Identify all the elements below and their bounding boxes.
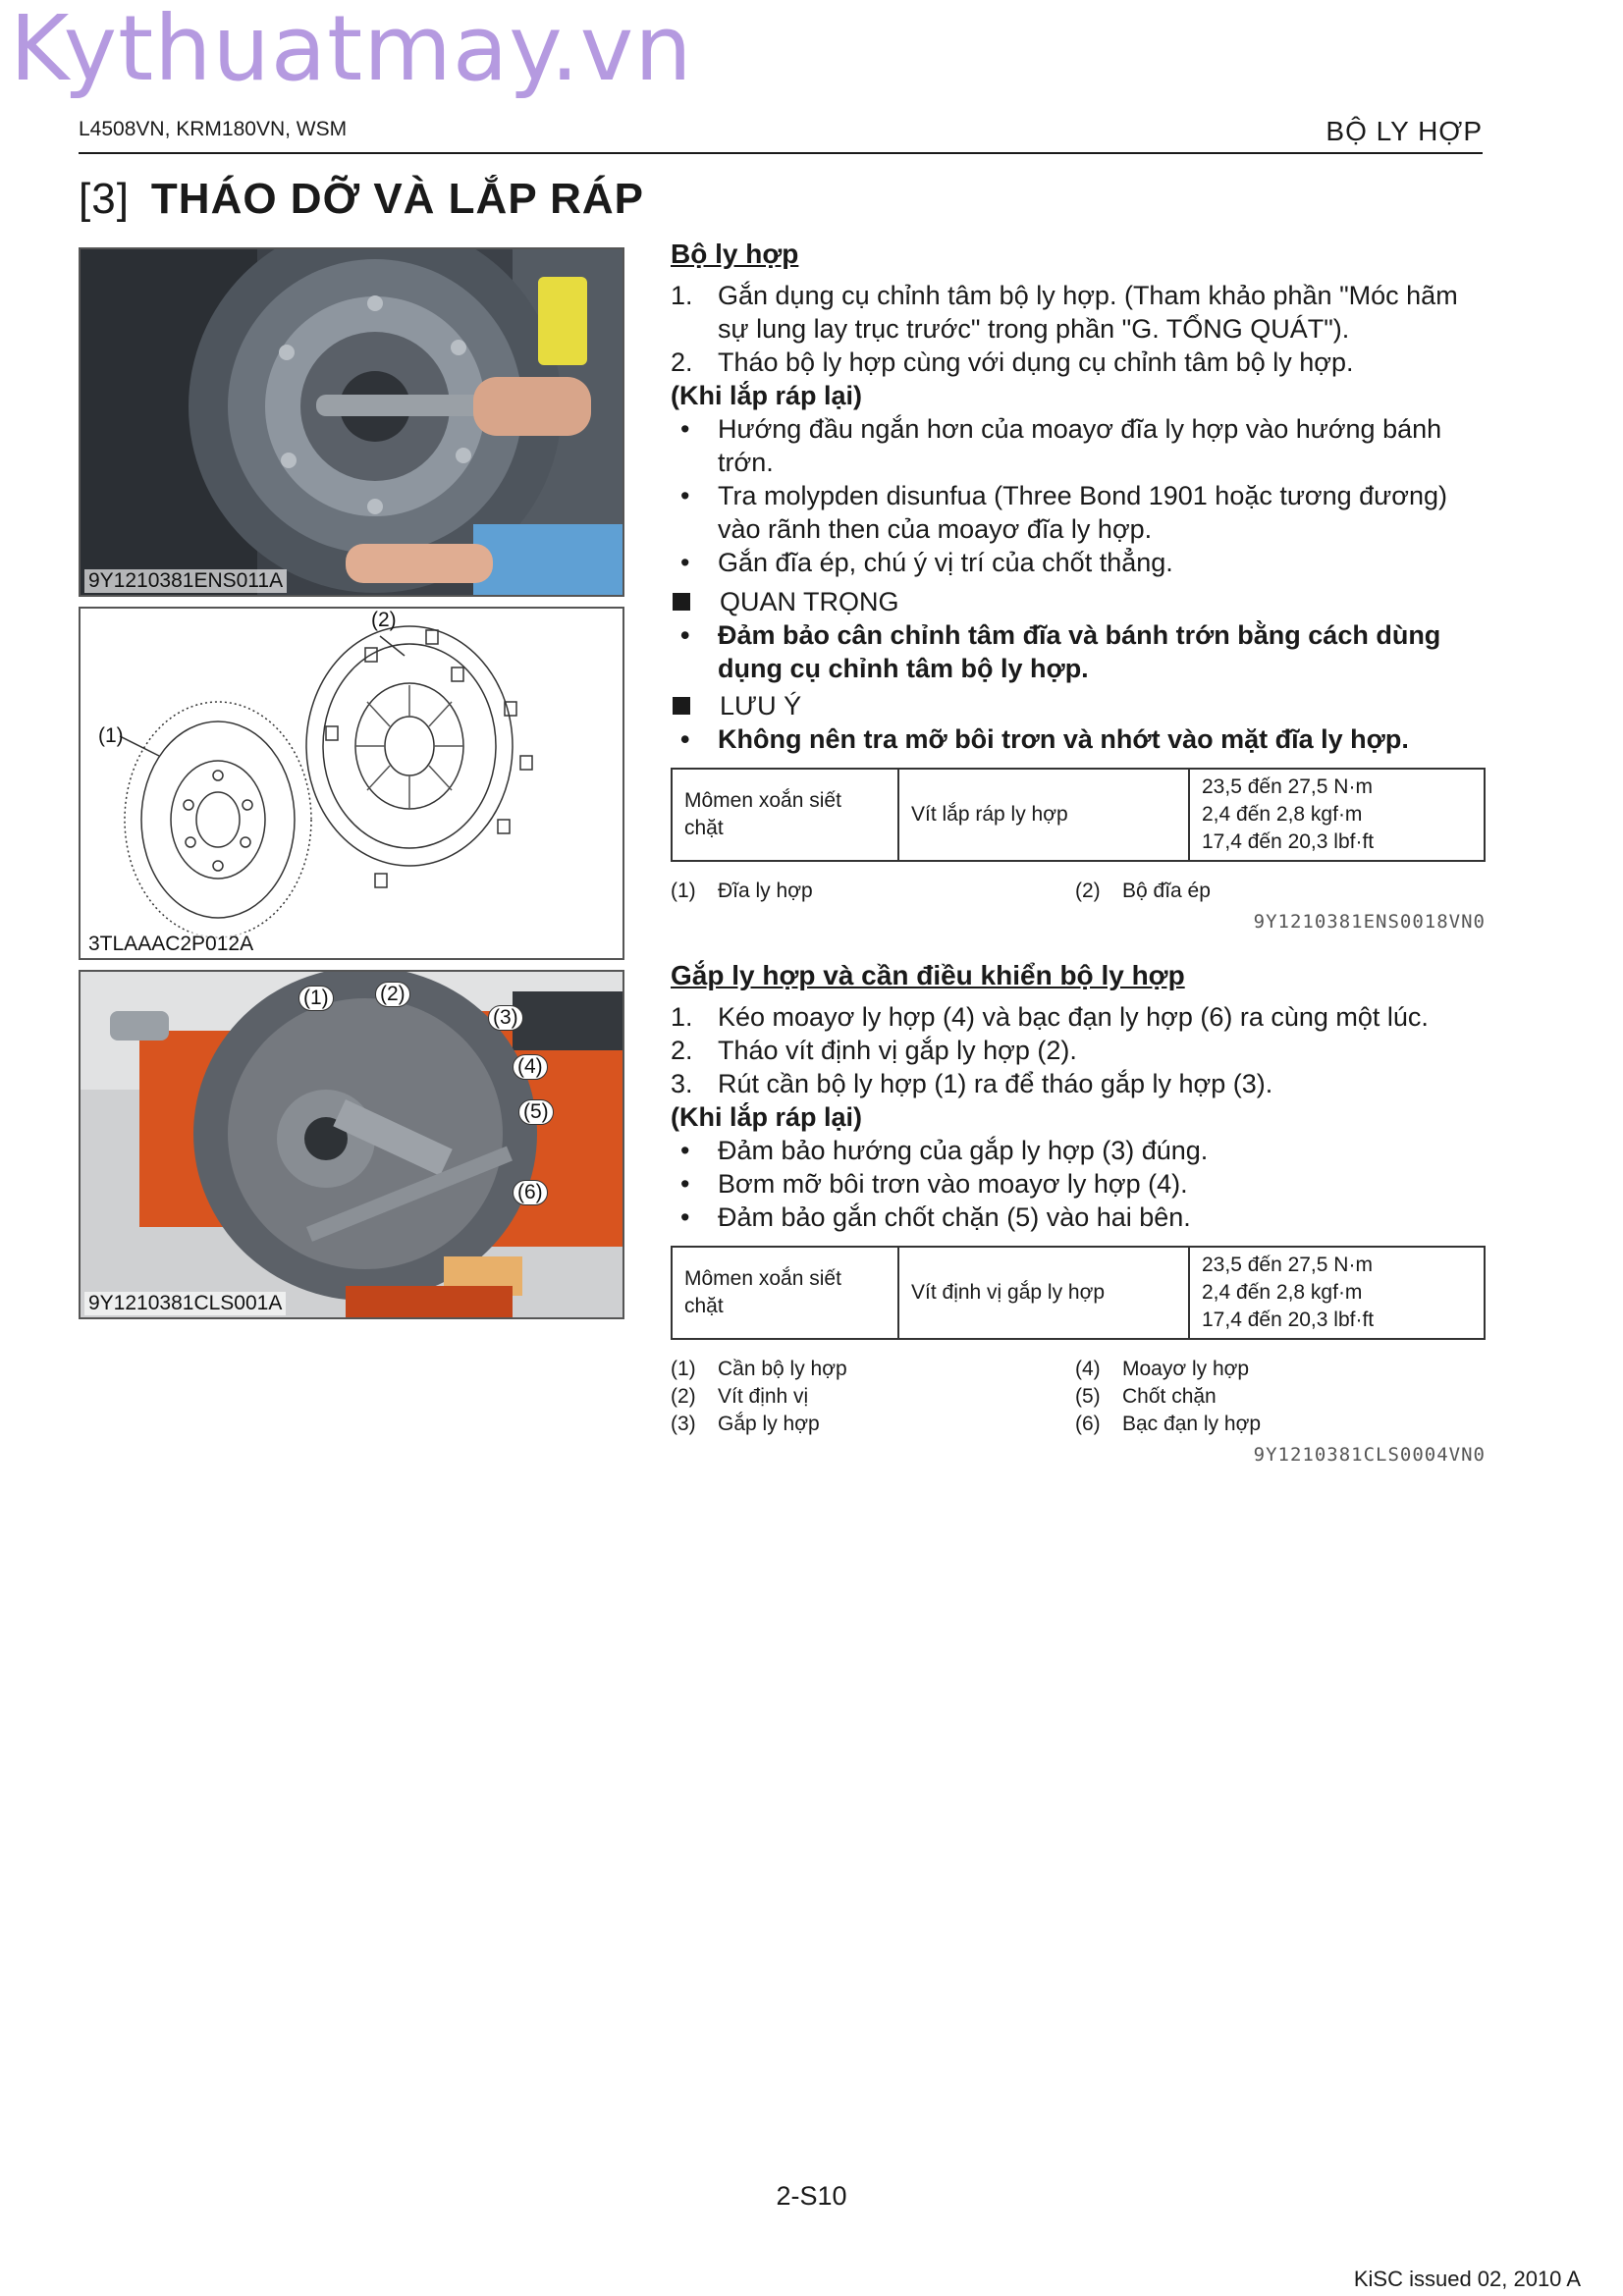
bullet-text: Bơm mỡ bôi trơn vào moayơ ly hợp (4). bbox=[718, 1169, 1188, 1199]
callout-2: (2) bbox=[371, 609, 397, 631]
note-label: LƯU Ý bbox=[671, 689, 1486, 722]
callout-4: (4) bbox=[513, 1054, 548, 1080]
figure-code: 3TLAAAC2P012A bbox=[84, 933, 257, 956]
important-item: • Đảm bảo cân chỉnh tâm đĩa và bánh trớn bằng cách dùng dụng cụ chỉnh tâm bộ ly hợp. bbox=[671, 618, 1486, 685]
important-label: QUAN TRỌNG bbox=[671, 585, 1486, 618]
step-text: Gắn dụng cụ chỉnh tâm bộ ly hợp. (Tham khảo phần "Móc hãm sự lung lay trục trước" trong phần "G. TỔNG QUÁT"). bbox=[718, 281, 1458, 344]
section-title bbox=[79, 175, 644, 224]
issue-info: KiSC issued 02, 2010 A bbox=[1353, 2267, 1581, 2291]
bullet-text: Hướng đầu ngắn hơn của moayơ đĩa ly hợp vào hướng bánh trớn. bbox=[718, 414, 1442, 477]
step-item bbox=[671, 1067, 1486, 1100]
clutch-removal-illustration bbox=[81, 249, 622, 595]
callout-2: (2) bbox=[375, 982, 410, 1007]
subsection-heading: Bộ ly hợp bbox=[671, 239, 799, 269]
bullet-item: • Tra molypden disunfua (Three Bond 1901 hoặc tương đương) vào rãnh then của moayơ đĩa ly hợp. bbox=[671, 479, 1486, 546]
clutch-parts-illustration bbox=[81, 609, 622, 958]
step-number: 3. bbox=[671, 1069, 693, 1098]
step-text: Kéo moayơ ly hợp (4) và bạc đạn ly hợp (6) ra cùng một lúc. bbox=[718, 1002, 1429, 1032]
subsection-heading: Gắp ly hợp và cần điều khiển bộ ly hợp bbox=[671, 960, 1185, 990]
legend-item: (2) Vít định vị bbox=[671, 1385, 809, 1408]
step-text: Tháo vít định vị gắp ly hợp (2). bbox=[718, 1036, 1077, 1065]
step-item bbox=[671, 346, 1486, 379]
legend-item: (4) Moayơ ly hợp bbox=[1075, 1358, 1250, 1380]
callout-1: (1) bbox=[298, 986, 334, 1011]
torque-table bbox=[671, 1246, 1486, 1340]
torque-item: Vít lắp ráp ly hợp bbox=[898, 769, 1189, 861]
watermark: Kythuatmay.vn bbox=[10, 0, 693, 101]
clutch-exploded-diagram bbox=[79, 607, 624, 960]
reassembly-heading: (Khi lắp ráp lại) bbox=[671, 381, 863, 410]
note-text: Không nên tra mỡ bôi trơn và nhớt vào mặt đĩa ly hợp. bbox=[718, 724, 1409, 754]
torque-item: Vít định vị gắp ly hợp bbox=[898, 1247, 1189, 1339]
step-number: 2. bbox=[671, 1036, 693, 1065]
bullet-text: Đảm bảo gắn chốt chặn (5) vào hai bên. bbox=[718, 1202, 1191, 1232]
step-text: Tháo bộ ly hợp cùng với dụng cụ chỉnh tâm bộ ly hợp. bbox=[718, 347, 1354, 377]
callout-1: (1) bbox=[98, 724, 124, 747]
legend-item: (6) Bạc đạn ly hợp bbox=[1075, 1413, 1262, 1435]
legend-item: (1) Cần bộ ly hợp bbox=[671, 1358, 847, 1380]
legend-item: (5) Chốt chặn bbox=[1075, 1385, 1217, 1408]
manual-model-header: L4508VN, KRM180VN, WSM bbox=[79, 118, 348, 140]
clutch-removal-photo bbox=[79, 247, 624, 597]
chapter-header: BỘ LY HỢP bbox=[1325, 116, 1483, 146]
callout-6: (6) bbox=[513, 1180, 548, 1205]
bullet-item: • Đảm bảo gắn chốt chặn (5) vào hai bên. bbox=[680, 1202, 1191, 1232]
section-title-text: THÁO DỠ VÀ LẮP RÁP bbox=[150, 175, 645, 223]
square-bullet-icon bbox=[673, 697, 690, 715]
parts-legend bbox=[671, 878, 1486, 905]
bullet-text: Gắn đĩa ép, chú ý vị trí của chốt thẳng. bbox=[718, 548, 1173, 577]
clutch-section bbox=[671, 238, 1486, 938]
torque-table bbox=[671, 768, 1486, 862]
reassembly-heading: (Khi lắp ráp lại) bbox=[671, 1102, 863, 1132]
step-number: 1. bbox=[671, 1002, 693, 1032]
document-code: 9Y1210381ENS0018VN0 bbox=[1253, 911, 1486, 933]
note-item: • Không nên tra mỡ bôi trơn và nhớt vào mặt đĩa ly hợp. bbox=[680, 724, 1409, 754]
figure-code: 9Y1210381ENS011A bbox=[84, 569, 287, 593]
bullet-item: • Bơm mỡ bôi trơn vào moayơ ly hợp (4). bbox=[680, 1169, 1188, 1199]
legend-item: (2) Bộ đĩa ép bbox=[1075, 880, 1211, 902]
torque-values: 23,5 đến 27,5 N·m 2,4 đến 2,8 kgf·m 17,4 đến 20,3 lbf·ft bbox=[1189, 1247, 1485, 1339]
legend-item: (1) Đĩa ly hợp bbox=[671, 880, 813, 902]
torque-label: Mômen xoắn siết chặt bbox=[672, 769, 898, 861]
release-fork-section bbox=[671, 959, 1486, 1471]
step-item bbox=[671, 279, 1486, 346]
release-fork-illustration bbox=[81, 972, 622, 1317]
bullet-item: • Hướng đầu ngắn hơn của moayơ đĩa ly hợp vào hướng bánh trớn. bbox=[671, 412, 1486, 479]
important-text: Đảm bảo cân chỉnh tâm đĩa và bánh trớn bằng cách dùng dụng cụ chỉnh tâm bộ ly hợp. bbox=[718, 620, 1441, 683]
step-text: Rút cần bộ ly hợp (1) ra để tháo gắp ly hợp (3). bbox=[718, 1069, 1273, 1098]
step-number: 2. bbox=[671, 347, 693, 377]
header-divider bbox=[79, 152, 1483, 154]
callout-5: (5) bbox=[518, 1099, 554, 1125]
parts-legend bbox=[671, 1356, 1486, 1438]
step-item bbox=[671, 1000, 1486, 1034]
section-number: [3] bbox=[79, 175, 130, 223]
document-code: 9Y1210381CLS0004VN0 bbox=[1253, 1444, 1486, 1466]
step-item bbox=[671, 1034, 1486, 1067]
callout-3: (3) bbox=[488, 1005, 523, 1031]
bullet-text: Đảm bảo hướng của gắp ly hợp (3) đúng. bbox=[718, 1136, 1209, 1165]
square-bullet-icon bbox=[673, 593, 690, 611]
figure-code: 9Y1210381CLS001A bbox=[84, 1292, 286, 1315]
step-number: 1. bbox=[671, 281, 693, 310]
torque-label: Mômen xoắn siết chặt bbox=[672, 1247, 898, 1339]
bullet-item: • Gắn đĩa ép, chú ý vị trí của chốt thẳng. bbox=[680, 548, 1173, 577]
bullet-text: Tra molypden disunfua (Three Bond 1901 hoặc tương đương) vào rãnh then của moayơ đĩa ly hợp. bbox=[718, 481, 1447, 544]
bullet-item: • Đảm bảo hướng của gắp ly hợp (3) đúng. bbox=[680, 1136, 1209, 1165]
torque-values: 23,5 đến 27,5 N·m 2,4 đến 2,8 kgf·m 17,4 đến 20,3 lbf·ft bbox=[1189, 769, 1485, 861]
release-fork-photo bbox=[79, 970, 624, 1319]
page-number: 2-S10 bbox=[776, 2181, 847, 2211]
legend-item: (3) Gắp ly hợp bbox=[671, 1413, 820, 1435]
